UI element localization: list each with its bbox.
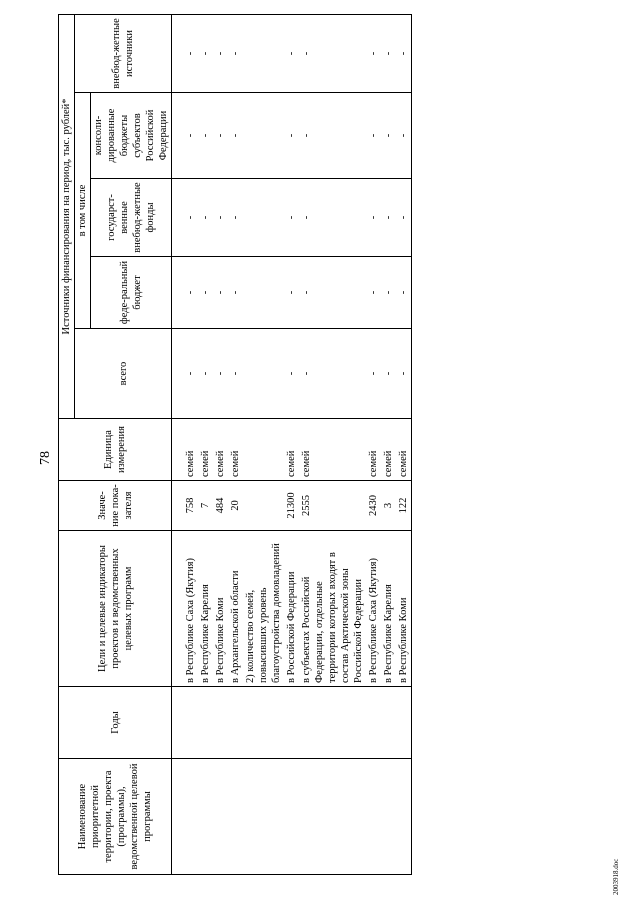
cell-federal: - <box>228 257 243 329</box>
cell-years <box>299 687 366 759</box>
cell-consolidated: - <box>366 93 381 179</box>
cell-federal: - <box>396 257 412 329</box>
cell-state-funds: - <box>396 179 412 257</box>
cell-years <box>381 687 396 759</box>
cell-consolidated <box>243 93 284 179</box>
cell-value: 2555 <box>299 481 366 531</box>
header-total: всего <box>75 329 172 419</box>
header-consolidated: консоли-дированные бюджеты субъектов Российской Федерации <box>91 93 172 179</box>
cell-unit: семей <box>299 419 366 481</box>
cell-state-funds: - <box>366 179 381 257</box>
cell-offbudget: - <box>284 14 299 92</box>
table-body <box>172 14 412 874</box>
cell-name <box>243 759 284 875</box>
cell-offbudget: - <box>213 14 228 92</box>
cell-indicator: в Республике Карелия <box>198 531 213 687</box>
cell-value: 3 <box>381 481 396 531</box>
cell-unit: семей <box>284 419 299 481</box>
cell-state-funds <box>243 179 284 257</box>
cell-total: - <box>381 329 396 419</box>
cell-federal: - <box>284 257 299 329</box>
cell-name <box>213 759 228 875</box>
cell-name <box>299 759 366 875</box>
cell-offbudget: - <box>396 14 412 92</box>
page-number: 78 <box>38 451 53 465</box>
cell-state-funds: - <box>213 179 228 257</box>
cell-indicator: 2) количество семей, повысивших уровень благоустройства домовладений <box>243 531 284 687</box>
table-row <box>228 14 243 874</box>
cell-total: - <box>396 329 412 419</box>
table-row <box>213 14 228 874</box>
cell-consolidated: - <box>299 93 366 179</box>
table-row <box>299 14 366 874</box>
cell-federal <box>243 257 284 329</box>
header-value: Значе-ние пока-зателя <box>59 481 172 531</box>
table-row <box>366 14 381 874</box>
header-offbudget: внебюд-жетные источники <box>75 14 172 92</box>
table-row <box>243 14 284 874</box>
financing-table <box>58 14 412 875</box>
header-unit: Единица измерения <box>59 419 172 481</box>
table-row <box>396 14 412 874</box>
cell-consolidated: - <box>213 93 228 179</box>
cell-indicator: в Республике Карелия <box>381 531 396 687</box>
cell-federal: - <box>381 257 396 329</box>
header-sources: Источники финансирования на период, тыс. рублей* <box>59 14 75 418</box>
cell-unit: семей <box>172 419 199 481</box>
table-row <box>172 14 199 874</box>
cell-total <box>243 329 284 419</box>
cell-total: - <box>284 329 299 419</box>
cell-years <box>396 687 412 759</box>
header-years: Годы <box>59 687 172 759</box>
cell-unit: семей <box>381 419 396 481</box>
cell-indicator: в Архангельской области <box>228 531 243 687</box>
cell-total: - <box>299 329 366 419</box>
cell-value: 20 <box>228 481 243 531</box>
cell-consolidated: - <box>284 93 299 179</box>
cell-years <box>243 687 284 759</box>
cell-state-funds: - <box>198 179 213 257</box>
cell-state-funds: - <box>299 179 366 257</box>
cell-consolidated: - <box>172 93 199 179</box>
cell-state-funds: - <box>228 179 243 257</box>
cell-offbudget: - <box>366 14 381 92</box>
cell-consolidated: - <box>396 93 412 179</box>
cell-value: 122 <box>396 481 412 531</box>
cell-federal: - <box>213 257 228 329</box>
cell-indicator: в субъектах Российской Федерации, отдельные территории которых входят в состав Арктической зоны Российской Федерации <box>299 531 366 687</box>
cell-value: 484 <box>213 481 228 531</box>
cell-unit: семей <box>228 419 243 481</box>
cell-years <box>213 687 228 759</box>
cell-unit: семей <box>366 419 381 481</box>
cell-total: - <box>366 329 381 419</box>
cell-years <box>284 687 299 759</box>
cell-offbudget: - <box>198 14 213 92</box>
cell-name <box>366 759 381 875</box>
cell-offbudget: - <box>228 14 243 92</box>
cell-total: - <box>198 329 213 419</box>
table-row <box>381 14 396 874</box>
cell-indicator: в Республике Коми <box>396 531 412 687</box>
cell-value <box>243 481 284 531</box>
cell-value: 7 <box>198 481 213 531</box>
cell-indicator: в Республике Саха (Якутия) <box>172 531 199 687</box>
cell-years <box>366 687 381 759</box>
cell-indicator: в Республике Коми <box>213 531 228 687</box>
cell-state-funds: - <box>284 179 299 257</box>
cell-consolidated: - <box>381 93 396 179</box>
table-row <box>198 14 213 874</box>
table-row <box>284 14 299 874</box>
cell-name <box>396 759 412 875</box>
cell-federal: - <box>198 257 213 329</box>
cell-offbudget: - <box>299 14 366 92</box>
cell-total: - <box>213 329 228 419</box>
document-code: 2003918.doc <box>612 858 620 895</box>
cell-offbudget: - <box>172 14 199 92</box>
cell-consolidated: - <box>228 93 243 179</box>
cell-value: 21300 <box>284 481 299 531</box>
cell-value: 2430 <box>366 481 381 531</box>
cell-years <box>228 687 243 759</box>
cell-name <box>172 759 199 875</box>
cell-indicator: в Республике Саха (Якутия) <box>366 531 381 687</box>
header-goals: Цели и целевые индикаторы проектов и ведомственных целевых программ <box>59 531 172 687</box>
cell-federal: - <box>366 257 381 329</box>
cell-unit: семей <box>213 419 228 481</box>
cell-federal: - <box>299 257 366 329</box>
cell-unit: семей <box>198 419 213 481</box>
cell-federal: - <box>172 257 199 329</box>
header-federal: феде-ральный бюджет <box>91 257 172 329</box>
cell-offbudget: - <box>381 14 396 92</box>
cell-indicator: в Российской Федерации <box>284 531 299 687</box>
header-incl: в том числе <box>75 93 91 329</box>
cell-unit <box>243 419 284 481</box>
cell-state-funds: - <box>381 179 396 257</box>
header-name: Наименование приоритетной территории, проекта (программы), ведомственной целевой программы <box>59 759 172 875</box>
cell-years <box>172 687 199 759</box>
header-state-funds: государст-венные внебюд-жетные фонды <box>91 179 172 257</box>
cell-name <box>284 759 299 875</box>
cell-value: 758 <box>172 481 199 531</box>
cell-offbudget <box>243 14 284 92</box>
cell-name <box>381 759 396 875</box>
cell-unit: семей <box>396 419 412 481</box>
cell-state-funds: - <box>172 179 199 257</box>
cell-total: - <box>228 329 243 419</box>
cell-name <box>198 759 213 875</box>
cell-total: - <box>172 329 199 419</box>
cell-consolidated: - <box>198 93 213 179</box>
cell-years <box>198 687 213 759</box>
cell-name <box>228 759 243 875</box>
